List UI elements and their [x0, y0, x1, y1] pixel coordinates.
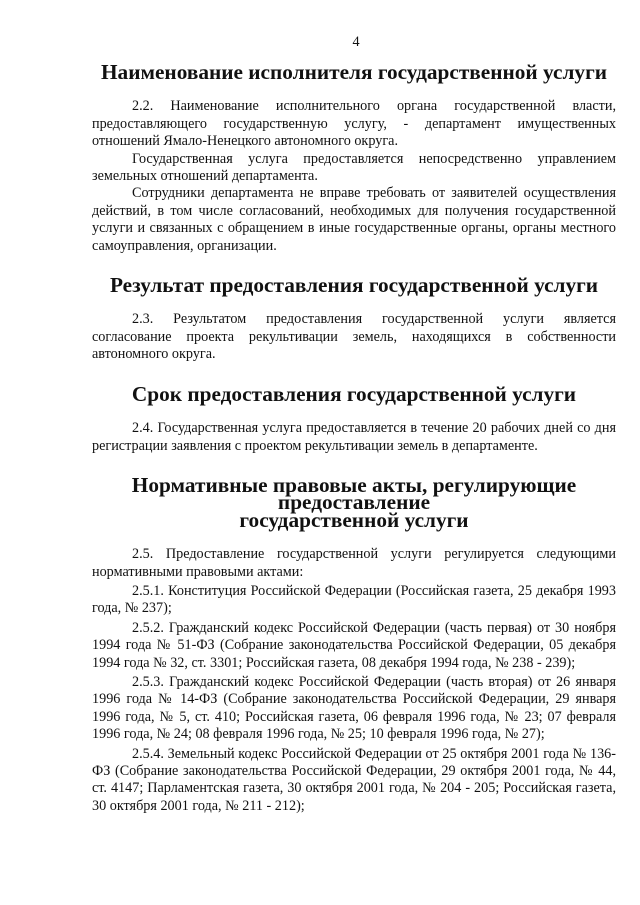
- paragraph-2-2: 2.2. Наименование исполнительного органа государственной власти, предоставляющего государственную услугу, - департамент имущественных отношений Ямало-Ненецкого автономного округа.: [92, 98, 616, 150]
- page-number: 4: [352, 34, 360, 50]
- list-item-2-5-1: 2.5.1. Конституция Российской Федерации (Российская газета, 25 декабря 1993 года, № 237);: [92, 582, 616, 617]
- section-heading-executor: Наименование исполнителя государственной услуги: [100, 60, 608, 84]
- paragraph-2-4: 2.4. Государственная услуга предоставляется в течение 20 рабочих дней со дня регистрации заявления с проектом рекультивации земель в департаменте.: [92, 420, 616, 454]
- paragraph-staff-restriction: Сотрудники департамента не вправе требовать от заявителей осуществления действий, в том числе согласований, необходимых для получения государственной услуги и связанных с обращением в иные государственные органы, органы местного самоуправления, организации.: [92, 185, 616, 254]
- list-item-2-5-2: 2.5.2. Гражданский кодекс Российской Федерации (часть первая) от 30 ноября 1994 года № 51-ФЗ (Собрание законодательства Российской Федерации, 05 декабря 1994 года № 32, ст. 3301; Российская газета, 08 декабря 1994 года, № 238 - 239);: [92, 619, 616, 671]
- list-item-2-5-3: 2.5.3. Гражданский кодекс Российской Федерации (часть вторая) от 26 января 1996 года № 14-ФЗ (Собрание законодательства Российской Федерации, 29 января 1996 года, № 5, ст. 410; Российская газета, 06 февраля 1996 года, № 23; 07 февраля 1996 года, № 24; 08 февраля 1996 года, № 25; 10 февраля 1996 года, № 27);: [92, 673, 616, 743]
- paragraph-direct-provision: Государственная услуга предоставляется непосредственно управлением земельных отношений департамента.: [92, 150, 616, 185]
- heading-line-1: Нормативные правовые акты, регулирующие предоставление: [131, 472, 577, 515]
- document-body: [92, 60, 616, 815]
- list-item-2-5-4: 2.5.4. Земельный кодекс Российской Федерации от 25 октября 2001 года № 136-ФЗ (Собрание законодательства Российской Федерации, 29 октября 2001 года, № 44, ст. 4147; Парламентская газета, 30 октября 2001 года, № 204 - 205; Российская газета, 30 октября 2001 года, № 211 - 212);: [92, 745, 616, 814]
- paragraph-2-5: 2.5. Предоставление государственной услуги регулируется следующими нормативными правовыми актами:: [92, 546, 616, 580]
- section-heading-legal-acts: [92, 472, 616, 532]
- paragraph-2-3: 2.3. Результатом предоставления государственной услуги является согласование проекта рекультивации земель, находящихся в собственности автономного округа.: [92, 311, 616, 363]
- heading-line-2: государственной услуги: [239, 507, 469, 532]
- section-heading-result: Результат предоставления государственной услуги: [109, 273, 599, 298]
- section-heading-term: Срок предоставления государственной услуги: [131, 381, 577, 406]
